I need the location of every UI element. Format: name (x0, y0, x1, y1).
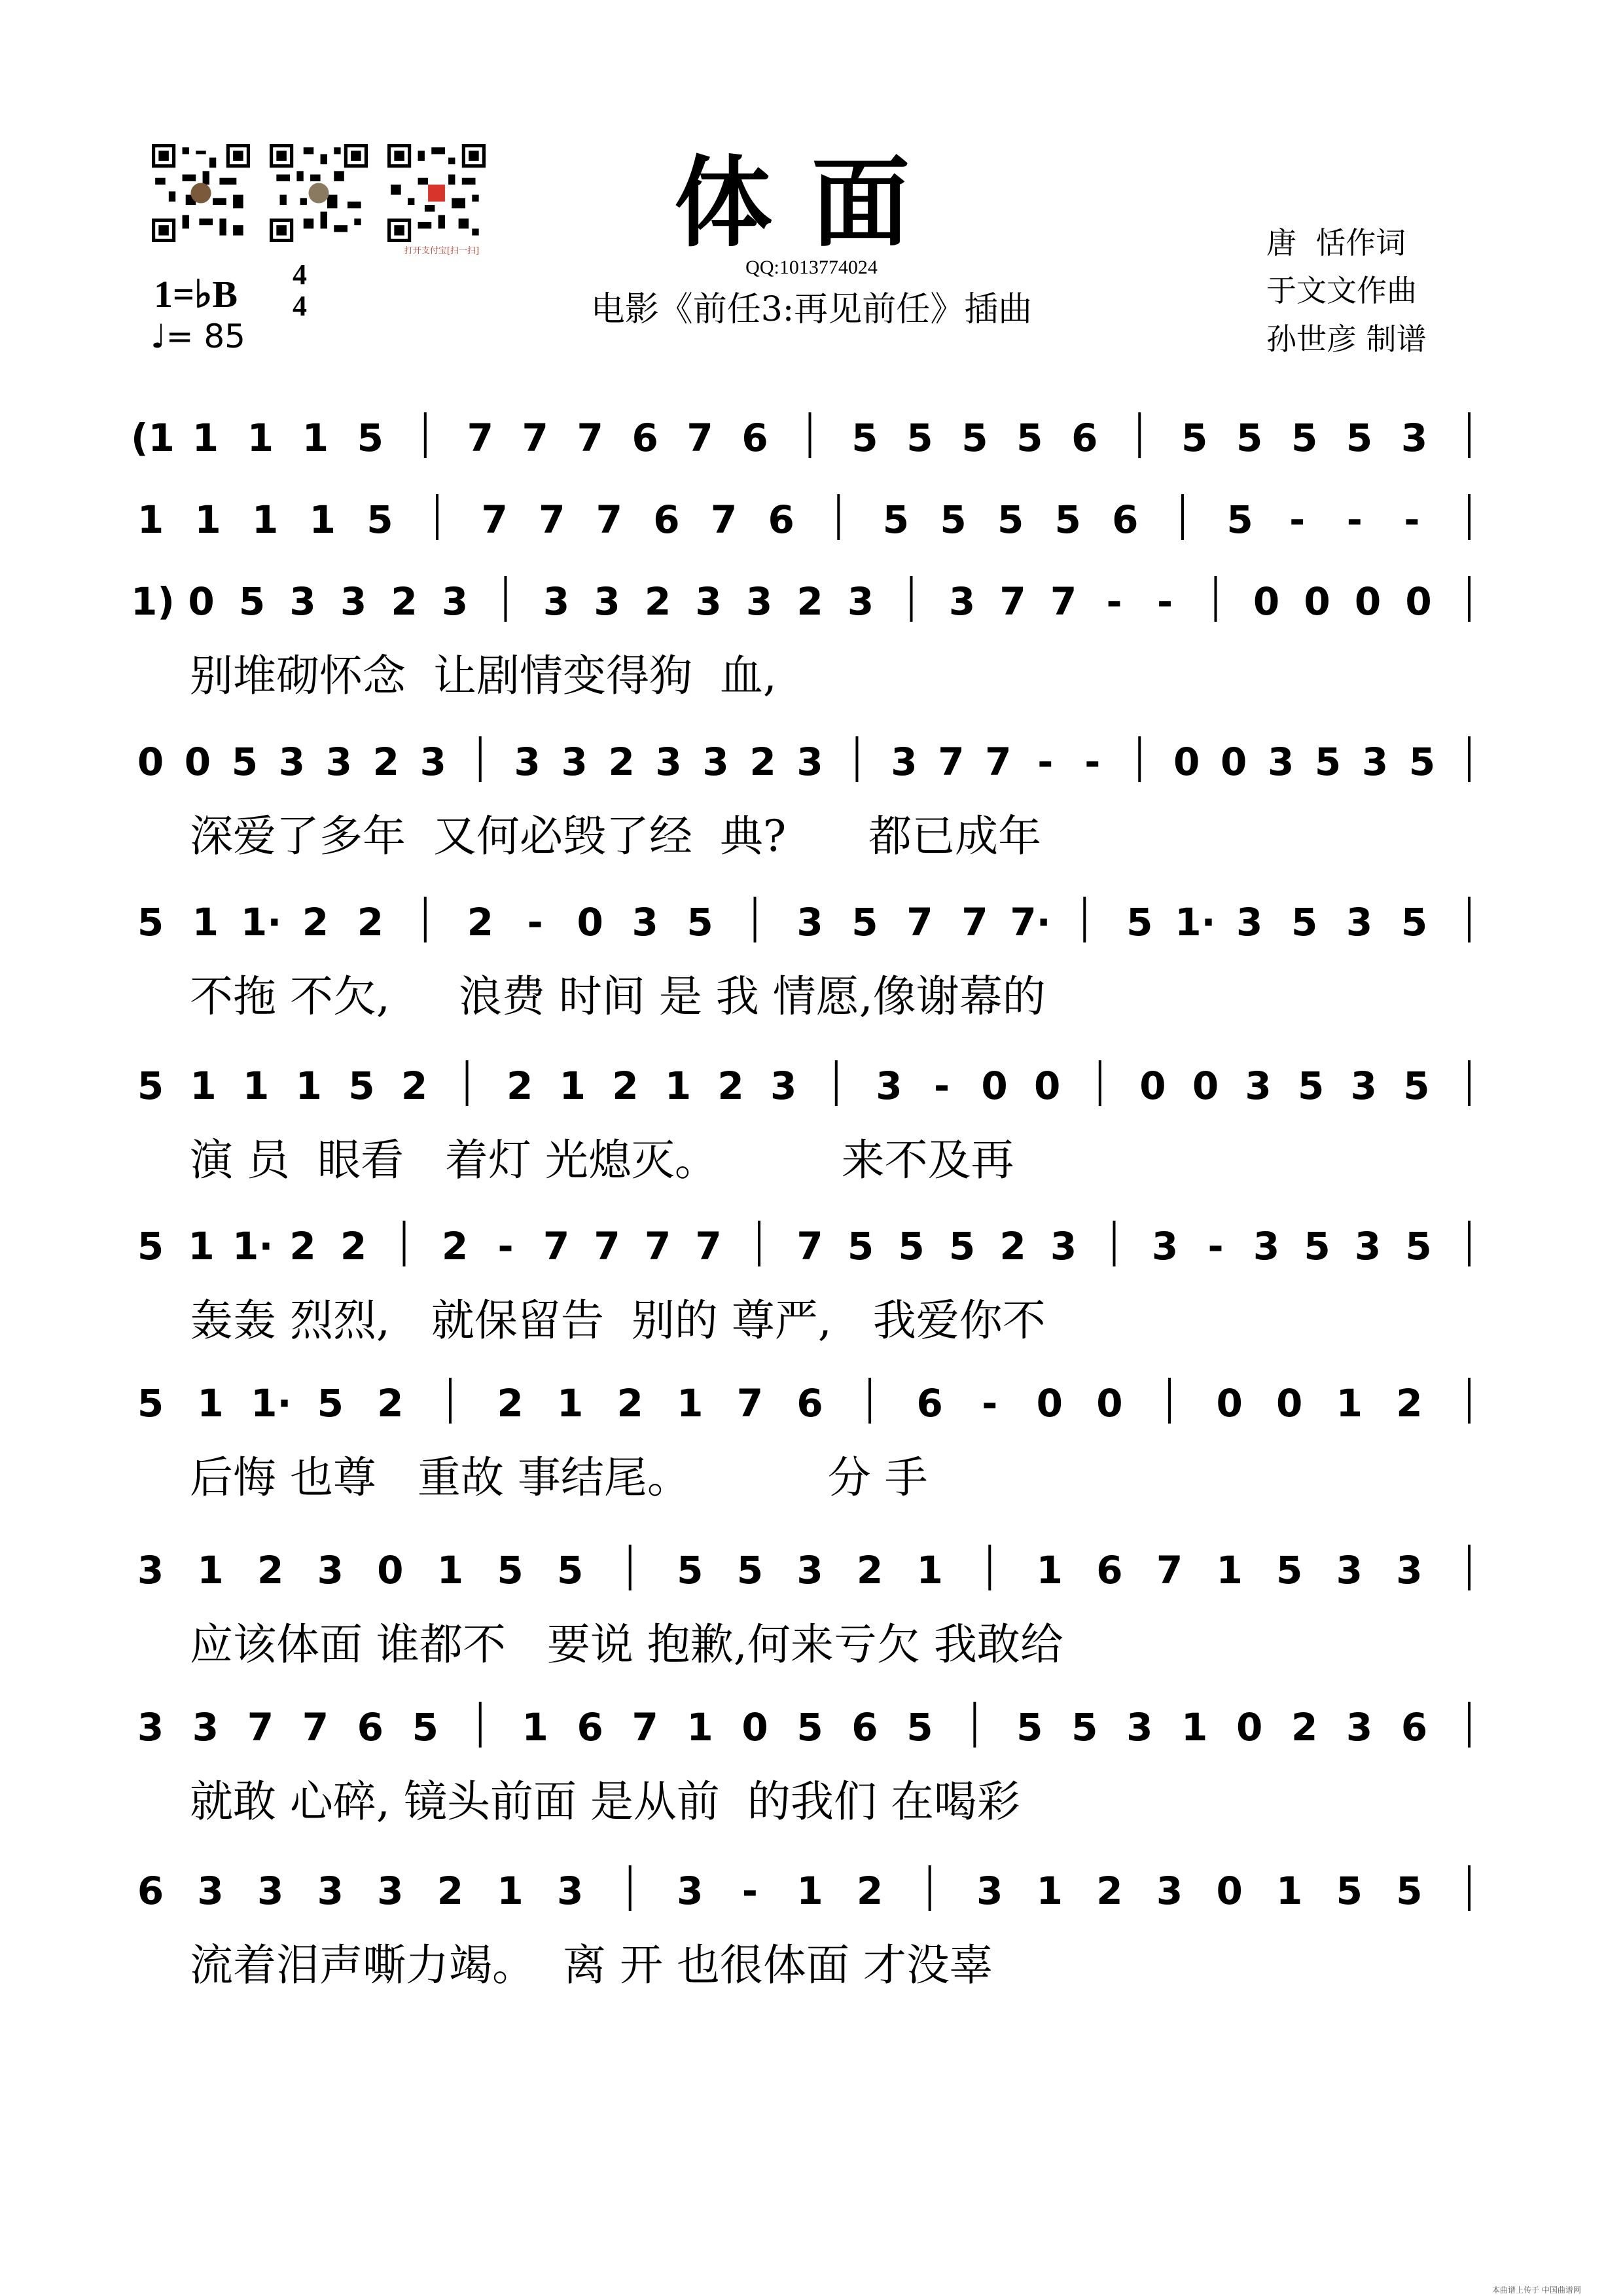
note: 7 (1156, 1548, 1183, 1592)
note: 5 (1181, 416, 1208, 460)
note: 3 (556, 1869, 584, 1913)
note: 7 (247, 1705, 274, 1749)
note: 1 (302, 416, 329, 460)
note: 1· (240, 900, 282, 944)
note: 3 (1126, 1705, 1153, 1749)
note: 5 (556, 1548, 584, 1592)
note: 1 (247, 416, 274, 460)
note: 3 (377, 1869, 404, 1913)
note: 2 (289, 1224, 316, 1268)
note: 1 (137, 497, 164, 542)
note: 5 (1126, 900, 1153, 944)
note: 5 (238, 579, 266, 624)
note: 7 (1050, 579, 1077, 624)
note: 3 (655, 740, 682, 784)
note: 1 (1036, 1548, 1063, 1592)
note: 5 (736, 1548, 764, 1592)
note: 1 (556, 1381, 584, 1426)
lyric-line: 轰轰 烈烈, 就保留告 别的 尊严, 我爱你不 (190, 1295, 1046, 1346)
note: 5 (137, 1224, 164, 1268)
note: 2 (612, 1064, 639, 1108)
note: 7 (985, 740, 1012, 784)
note: 3 (192, 1705, 219, 1749)
note: 1 (1336, 1381, 1363, 1426)
note: 1 (252, 497, 279, 542)
note: 0 (1304, 579, 1330, 624)
note: 7 (687, 416, 713, 460)
note: 1 (192, 416, 219, 460)
note: 6 (851, 1705, 878, 1749)
note: 5 (1291, 416, 1318, 460)
note: 3 (137, 1548, 164, 1592)
note: 0 (1236, 1705, 1263, 1749)
note: 2 (1096, 1869, 1123, 1913)
note: 6 (1071, 416, 1098, 460)
note: 0 (1216, 1869, 1243, 1913)
note: 1 (1181, 1705, 1208, 1749)
key-signature: 1=♭B (154, 273, 238, 315)
tempo-marking: ♩= 85 (151, 317, 245, 355)
qr-caption: 打开支付宝[扫一扫] (404, 246, 480, 256)
note: 3 (1336, 1548, 1363, 1592)
note: 2 (616, 1381, 643, 1426)
note: 2 (856, 1548, 883, 1592)
note: 3 (796, 1548, 823, 1592)
note: 7 (695, 1224, 722, 1268)
note: 0 (981, 1064, 1008, 1108)
note: 5 (1403, 1064, 1430, 1108)
note: 1 (243, 1064, 270, 1108)
note: 0 (741, 1705, 768, 1749)
note: 3 (632, 900, 658, 944)
note: 2 (999, 1224, 1026, 1268)
note: 3 (1050, 1224, 1077, 1268)
note: 3 (847, 579, 874, 624)
note: 3 (137, 1705, 164, 1749)
note: 5 (1400, 900, 1428, 944)
note: 5 (137, 1381, 164, 1426)
note: 3 (1236, 900, 1263, 944)
note: - (933, 1064, 950, 1108)
note: 0 (1220, 740, 1247, 784)
note: 3 (1267, 740, 1294, 784)
note: 6 (632, 416, 658, 460)
note: 1 (197, 1548, 224, 1592)
note: 3 (257, 1869, 284, 1913)
note: 1 (309, 497, 336, 542)
note: 1 (194, 497, 221, 542)
note: 3 (976, 1869, 1003, 1913)
note: 1 (192, 900, 219, 944)
note: 7 (302, 1705, 329, 1749)
note: 5 (906, 1705, 933, 1749)
note: 6 (1096, 1548, 1123, 1592)
note: 3 (1354, 1224, 1382, 1268)
note: 2 (608, 740, 635, 784)
note: 5 (906, 416, 933, 460)
note: 5 (317, 1381, 344, 1426)
note: 5 (851, 900, 878, 944)
note: 3 (340, 579, 367, 624)
note: 3 (317, 1548, 344, 1592)
note: 3 (891, 740, 918, 784)
note: 3 (1350, 1064, 1377, 1108)
note: 2 (377, 1381, 404, 1426)
note: 7 (543, 1224, 570, 1268)
note: 2 (507, 1064, 533, 1108)
note: 0 (1036, 1381, 1063, 1426)
note: 3 (677, 1869, 704, 1913)
note: 5 (1314, 740, 1342, 784)
note: 3 (1151, 1224, 1179, 1268)
note: 5 (677, 1548, 704, 1592)
note: 2 (497, 1381, 524, 1426)
note: 2 (717, 1064, 744, 1108)
note: 3 (278, 740, 306, 784)
note: 7 (906, 900, 933, 944)
note: 1 (559, 1064, 586, 1108)
lyric-line: 后悔 也尊 重故 事结尾。 分 手 (190, 1452, 928, 1503)
lyric-line: 流着泪声嘶力竭。 离 开 也很体面 才没辜 (190, 1940, 993, 1990)
note: 5 (1291, 900, 1318, 944)
note: 5 (412, 1705, 438, 1749)
note: 7 (999, 579, 1026, 624)
lyric-line: 深爱了多年 又何必毁了经 典? 都已成年 (190, 811, 1042, 861)
note: 3 (1400, 416, 1428, 460)
note: 1 (677, 1381, 704, 1426)
note: 5 (1071, 1705, 1098, 1749)
note: - (1289, 497, 1306, 542)
note: 2 (749, 740, 776, 784)
note: 1 (522, 1705, 548, 1749)
note: 2 (437, 1869, 464, 1913)
note: 0 (1139, 1064, 1166, 1108)
note: 3 (1346, 900, 1373, 944)
note: 5 (366, 497, 393, 542)
note: 5 (1298, 1064, 1325, 1108)
note: 0 (1216, 1381, 1243, 1426)
note: 7 (539, 497, 565, 542)
lyric-line: 别堆砌怀念 让剧情变得狗 血, (190, 651, 777, 701)
note: 6 (1400, 1705, 1428, 1749)
note: 1) (131, 579, 175, 624)
song-title: 体面 (673, 145, 949, 260)
note: 2 (796, 579, 823, 624)
note: 0 (184, 740, 211, 784)
note: 3 (561, 740, 588, 784)
note: 5 (687, 900, 713, 944)
note: 2 (302, 900, 329, 944)
note: 7 (467, 416, 493, 460)
note: - (1207, 1224, 1224, 1268)
note: 2 (856, 1869, 883, 1913)
note: 1 (664, 1064, 692, 1108)
note: 3 (1245, 1064, 1272, 1108)
note: 1 (916, 1548, 943, 1592)
note: 7 (596, 497, 623, 542)
note: 1 (497, 1869, 524, 1913)
lyricist-credit: 唐 恬作词 (1266, 225, 1406, 260)
note: 7 (644, 1224, 671, 1268)
note: - (1037, 740, 1054, 784)
footer-credit: 本曲谱上传于 中国曲谱网 (1492, 2286, 1581, 2295)
note: 0 (137, 740, 164, 784)
note: 3 (1346, 1705, 1373, 1749)
note: 3 (197, 1869, 224, 1913)
note: 6 (137, 1869, 164, 1913)
note: 6 (741, 416, 768, 460)
note: 2 (257, 1548, 284, 1592)
note: - (527, 900, 543, 944)
note: 3 (770, 1064, 797, 1108)
note: 5 (1336, 1869, 1363, 1913)
note: 3 (1253, 1224, 1280, 1268)
note: 7· (1010, 900, 1051, 944)
note: 1 (437, 1548, 464, 1592)
note: 5 (851, 416, 878, 460)
note: 6 (357, 1705, 383, 1749)
note: 2 (372, 740, 399, 784)
note: 2 (401, 1064, 428, 1108)
note: 5 (348, 1064, 375, 1108)
note: 1· (232, 1224, 274, 1268)
note: - (497, 1224, 514, 1268)
arranger-credit: 孙世彦 制谱 (1266, 321, 1427, 357)
note: 5 (796, 1705, 823, 1749)
note: 1 (188, 1224, 215, 1268)
note: 6 (653, 497, 680, 542)
note: 7 (961, 900, 988, 944)
song-subtitle: 电影《前任3:再见前任》插曲 (590, 290, 1033, 329)
note: 3 (317, 1869, 344, 1913)
note: 6 (768, 497, 794, 542)
lyric-line: 应该体面 谁都不 要说 抱歉,何来亏欠 我敢给 (190, 1619, 1063, 1670)
note: 0 (1253, 579, 1280, 624)
note: 5 (1226, 497, 1253, 542)
note: 5 (948, 1224, 976, 1268)
note: 0 (1405, 579, 1432, 624)
note: 7 (594, 1224, 620, 1268)
note: 5 (497, 1548, 524, 1592)
note: 3 (1361, 740, 1389, 784)
note: 3 (695, 579, 722, 624)
note: 5 (137, 1064, 164, 1108)
lyric-line: 就敢 心碎, 镜头前面 是从前 的我们 在喝彩 (190, 1776, 1020, 1827)
note: 2 (340, 1224, 367, 1268)
lyric-line: 不拖 不欠, 浪费 时间 是 我 情愿,像谢幕的 (190, 971, 1046, 1022)
note: 0 (1192, 1064, 1219, 1108)
note: 2 (441, 1224, 469, 1268)
qq-contact: QQ:1013774024 (745, 257, 878, 278)
note: 0 (1096, 1381, 1123, 1426)
note: 3 (1156, 1869, 1183, 1913)
note: 1 (1216, 1548, 1243, 1592)
note: - (982, 1381, 998, 1426)
note: 1 (190, 1064, 217, 1108)
note: (1 (131, 416, 175, 460)
note: - (1156, 579, 1173, 624)
note: 2 (1396, 1381, 1423, 1426)
note: 3 (325, 740, 353, 784)
note: 1· (251, 1381, 292, 1426)
time-signature-top: 4 (293, 259, 307, 291)
note: 7 (632, 1705, 658, 1749)
note: 2 (357, 900, 383, 944)
note: 5 (997, 497, 1024, 542)
note: 7 (481, 497, 508, 542)
note: 3 (289, 579, 316, 624)
note: 0 (1276, 1381, 1303, 1426)
note: 5 (847, 1224, 874, 1268)
composer-credit: 于文文作曲 (1266, 273, 1417, 308)
note: - (1404, 497, 1420, 542)
note: - (1084, 740, 1101, 784)
note: 5 (1236, 416, 1263, 460)
note: 2 (1291, 1705, 1318, 1749)
note: 6 (1112, 497, 1139, 542)
note: 7 (522, 416, 548, 460)
note: 7 (736, 1381, 764, 1426)
note: 2 (467, 900, 493, 944)
lyric-line: 演 员 眼看 着灯 光熄灭。 来不及再 (190, 1135, 1014, 1185)
note: 6 (916, 1381, 943, 1426)
note: 3 (702, 740, 729, 784)
note: 5 (1304, 1224, 1330, 1268)
note: 1 (197, 1381, 224, 1426)
note: 1 (687, 1705, 713, 1749)
note: 5 (1408, 740, 1436, 784)
note: 2 (644, 579, 671, 624)
note: 7 (577, 416, 603, 460)
note: 0 (377, 1548, 404, 1592)
note: 5 (898, 1224, 925, 1268)
note: 1· (1175, 900, 1216, 944)
note: 3 (948, 579, 976, 624)
note: 5 (1016, 416, 1043, 460)
note: 3 (745, 579, 773, 624)
note: 5 (882, 497, 910, 542)
note: - (741, 1869, 758, 1913)
note: 5 (1405, 1224, 1432, 1268)
note: 5 (1396, 1869, 1423, 1913)
note: 3 (796, 900, 823, 944)
note: 5 (231, 740, 259, 784)
note: 6 (577, 1705, 603, 1749)
note: 0 (1034, 1064, 1061, 1108)
note: 3 (441, 579, 469, 624)
note: 5 (1016, 1705, 1043, 1749)
note: 5 (137, 900, 164, 944)
time-signature-bottom: 4 (293, 290, 307, 322)
note: 5 (1054, 497, 1081, 542)
note: 1 (295, 1064, 322, 1108)
note: 5 (1346, 416, 1373, 460)
note: 3 (796, 740, 823, 784)
note: 0 (188, 579, 215, 624)
note: 7 (710, 497, 738, 542)
note: 5 (940, 497, 967, 542)
note: 3 (419, 740, 446, 784)
note: 6 (796, 1381, 823, 1426)
note: - (1346, 497, 1363, 542)
note: 1 (1036, 1869, 1063, 1913)
note: 0 (577, 900, 603, 944)
note: 1 (1276, 1869, 1303, 1913)
note: 2 (391, 579, 418, 624)
note: 1 (796, 1869, 823, 1913)
note: 3 (514, 740, 541, 784)
note: 7 (938, 740, 965, 784)
note: 5 (961, 416, 988, 460)
note: 3 (1396, 1548, 1423, 1592)
note: 3 (543, 579, 570, 624)
note: 0 (1173, 740, 1200, 784)
note: 5 (357, 416, 383, 460)
note: - (1106, 579, 1122, 624)
note: 3 (876, 1064, 902, 1108)
note: 0 (1354, 579, 1382, 624)
note: 3 (594, 579, 620, 624)
note: 5 (1276, 1548, 1303, 1592)
note: 7 (796, 1224, 823, 1268)
